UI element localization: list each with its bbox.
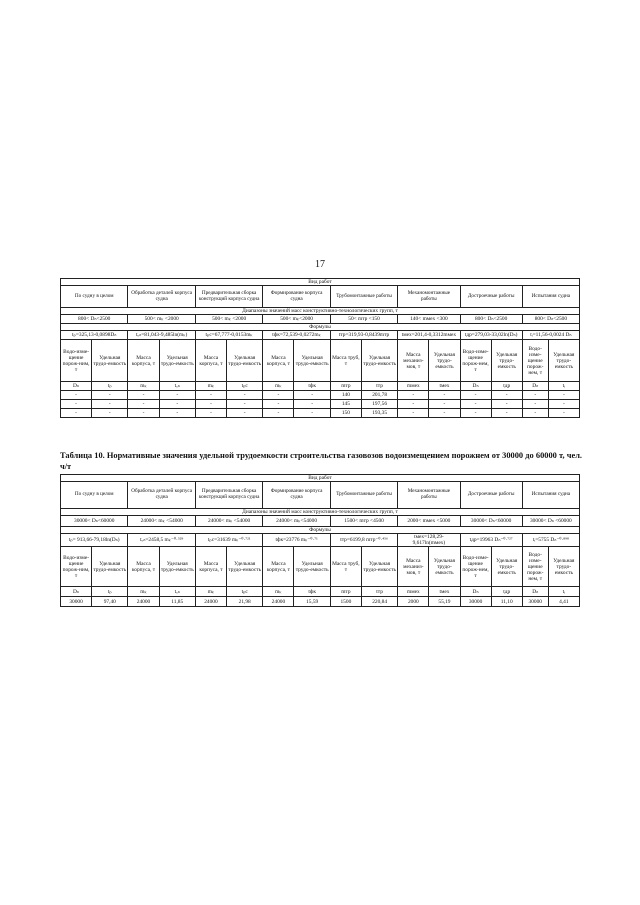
symbol-cell: mₖ (128, 587, 159, 597)
column-part-processing: Обработка деталей корпуса судна (128, 482, 195, 509)
symbol-cell: mₖ (263, 587, 294, 597)
subheader-specific-labor: Удельная трудо-емкость (227, 340, 263, 382)
subheader-specific-labor: Удельная трудо-емкость (227, 547, 263, 587)
range-cell: 2000< mмех <5000 (398, 516, 460, 527)
symbol-cell: Dₙ (61, 587, 92, 597)
table-cell: - (398, 400, 429, 409)
subheader-hull-mass: Масса корпуса, т (195, 547, 226, 587)
formula-cell: tфк=23776 mₖ⁻⁰·⁷¹ (263, 534, 330, 547)
symbol-cell: tₚс (227, 587, 263, 597)
subheader-hull-mass: Масса корпуса, т (128, 340, 159, 382)
table-cell: - (128, 391, 159, 400)
symbol-cell: mтр (330, 382, 361, 391)
table-cell: - (61, 400, 92, 409)
table-cell: 193,35 (361, 409, 397, 418)
table-cell: - (92, 400, 128, 409)
column-mechanical-work: Механомонтажные работы (398, 286, 460, 308)
subheader-displacement: Водо-изме-щение порож-нем, т (522, 340, 548, 382)
table-cell: - (294, 400, 330, 409)
range-cell: 800< Dₙ<2500 (522, 315, 579, 324)
table-cell: - (92, 409, 128, 418)
formula-cell: tтр=319,93-0,8439mтр (330, 331, 397, 340)
table-cell: - (522, 391, 548, 400)
table-cell: 30000 (460, 597, 491, 607)
table-cell: - (460, 409, 491, 418)
column-ship-trials: Испытания судна (522, 482, 579, 509)
table-cell: - (128, 400, 159, 409)
column-completion-work: Достроечные работы (460, 482, 522, 509)
range-cell: 1500< mтр <4500 (330, 516, 397, 527)
ranges-heading: Диапазоны значений масс конструктивно-технологических групп, т (61, 308, 580, 315)
range-cell: 24000< mₖ <54000 (128, 516, 195, 527)
table-body (61, 391, 580, 418)
table-cell: - (159, 400, 195, 409)
subheader-displacement: Водо-изме-щение порож-ним, т (61, 340, 92, 382)
subheader-specific-labor: Удельная трудо-емкость (159, 340, 195, 382)
subheader-specific-labor: Удельная трудо-емкость (361, 340, 397, 382)
column-whole-ship: По судну в целом (61, 482, 128, 509)
range-cell: 800< Dₙ<2500 (61, 315, 128, 324)
subheader-specific-labor: Удельная трудо-емкость (491, 340, 522, 382)
column-mechanical-work: Механомонтажные работы (398, 482, 460, 509)
table-cell: - (128, 409, 159, 418)
subheader-specific-labor: Удельная трудо-емкость (92, 547, 128, 587)
formula-cell: tдр=279,03-33,02ln(Dₙ) (460, 331, 522, 340)
table-cell: - (548, 400, 579, 409)
table-cell: 24000 (195, 597, 226, 607)
table-cell: - (195, 391, 226, 400)
table-row (61, 597, 580, 607)
symbol-cell: tₚ (92, 587, 128, 597)
formula-cell: tₒₙ=2458,5 mₖ⁻⁰·⁵²⁹ (128, 534, 195, 547)
subheader-pipe-mass: Масса труб, т (330, 340, 361, 382)
table-cell: 4,41 (548, 597, 579, 607)
table-cell: 15,59 (294, 597, 330, 607)
formula-cell: tфк=72,539-0,0272mₖ (263, 331, 330, 340)
range-cell: 140< mмех <300 (398, 315, 460, 324)
symbol-cell: mтр (330, 587, 361, 597)
range-cell: 30000< Dₙ <60000 (522, 516, 579, 527)
table-cell: - (263, 409, 294, 418)
table-cell: - (491, 409, 522, 418)
table-cell: - (159, 391, 195, 400)
table-cell: 1500 (330, 597, 361, 607)
subheader-displacement: Водо-изме-щение порож-ним, т (61, 547, 92, 587)
formula-cell: tтр=6199,8 mтр⁻⁰·⁴⁵⁶ (330, 534, 397, 547)
table-cell: - (195, 409, 226, 418)
table-cell: - (61, 409, 92, 418)
symbol-cell: tфк (294, 382, 330, 391)
table-row (61, 409, 580, 418)
table-row (61, 400, 580, 409)
symbol-cell: mₖ (128, 382, 159, 391)
subheader-hull-mass: Масса корпуса, т (263, 547, 294, 587)
symbol-cell: Dₙ (460, 382, 491, 391)
subheader-specific-labor: Удельная трудо-емкость (92, 340, 128, 382)
range-cell: 500< mₖ <2000 (128, 315, 195, 324)
symbol-cell: tₒₙ (159, 587, 195, 597)
range-cell: 30000< Dₙ<60000 (61, 516, 128, 527)
formula-cell: tмех=128,29-9,617ln(mмех) (398, 534, 460, 547)
symbol-cell: mₖ (195, 382, 226, 391)
table-cell: 30000 (522, 597, 548, 607)
symbol-cell: tдр (491, 382, 522, 391)
column-whole-ship: По судну в целом (61, 286, 128, 308)
symbol-cell: tтр (361, 587, 397, 597)
subheader-specific-labor: Удельная трудо-емкость (294, 340, 330, 382)
table-cell: 201,78 (361, 391, 397, 400)
symbol-cell: tᵢ (548, 382, 579, 391)
subheader-specific-labor: Удельная трудо-емкость (159, 547, 195, 587)
subheader-hull-mass: Масса корпуса, т (128, 547, 159, 587)
table-cell: - (460, 391, 491, 400)
page-number: 17 (315, 259, 325, 270)
formula-cell: tₚ= 913,66-79,18ln(Dₙ) (61, 534, 128, 547)
table-cell: 2000 (398, 597, 429, 607)
formula-cell: tₚс=67,777-0,0153mₖ (195, 331, 262, 340)
formula-cell: tᵢ=11,56-0,0024 Dₙ (522, 331, 579, 340)
table-cell: 140 (330, 391, 361, 400)
ranges-heading: Диапазоны значений масс конструктивно-технологических групп, т (61, 509, 580, 516)
range-cell: 500< mₖ<2000 (263, 315, 330, 324)
table-body (61, 597, 580, 607)
formulas-heading: Формулы (61, 527, 580, 534)
table-cell: 220,84 (361, 597, 397, 607)
subheader-hull-mass: Масса корпуса, т (195, 340, 226, 382)
table-cell: - (227, 391, 263, 400)
column-pipe-work: Трубомонтажные работы (330, 482, 397, 509)
subheader-mech-mass: Масса механиз-мов, т (398, 547, 429, 587)
table-cell: - (61, 391, 92, 400)
symbol-cell: Dₙ (460, 587, 491, 597)
table-cell: - (294, 391, 330, 400)
subheader-mech-mass: Масса механиз-мов, т (398, 340, 429, 382)
table-cell: 97,40 (92, 597, 128, 607)
symbol-cell: tₒₙ (159, 382, 195, 391)
symbol-row (61, 382, 580, 391)
subheader-specific-labor: Удельная трудо-емкость (429, 340, 460, 382)
symbol-cell: mₖ (263, 382, 294, 391)
table-cell: 55,19 (429, 597, 460, 607)
table-cell: 21,98 (227, 597, 263, 607)
table-cell: - (92, 391, 128, 400)
range-cell: 24000< mₖ<54000 (263, 516, 330, 527)
column-part-processing: Обработка деталей корпуса судна (128, 286, 195, 308)
subheader-specific-labor: Удельная трудо-емкость (361, 547, 397, 587)
symbol-cell: tᵢ (548, 587, 579, 597)
table-cell: 197,56 (361, 400, 397, 409)
formula-cell: tᵢ=5755 Dₙ⁻⁰·⁸⁹⁸ (522, 534, 579, 547)
work-types-heading: Вид работ (61, 279, 580, 286)
subheader-pipe-mass: Масса труб, т (330, 547, 361, 587)
symbol-cell: Dₙ (522, 587, 548, 597)
column-ship-trials: Испытания судна (522, 286, 579, 308)
subheader-displacement: Водо-изме-щение порож-нем, т (522, 547, 548, 587)
table-cell: 30000 (61, 597, 92, 607)
column-pipe-work: Трубомонтажные работы (330, 286, 397, 308)
subheader-displacement: Водо-изме-щение порож-нем, т (460, 340, 491, 382)
table-cell: - (263, 391, 294, 400)
symbol-cell: mмех (398, 587, 429, 597)
work-types-heading: Вид работ (61, 475, 580, 482)
column-completion-work: Достроечные работы (460, 286, 522, 308)
table-cell: - (491, 400, 522, 409)
column-hull-forming: Формирование корпуса судна (263, 482, 330, 509)
table-cell: - (548, 391, 579, 400)
formula-cell: tмех=201,4-0,3312mмех (398, 331, 460, 340)
table-cell: - (522, 400, 548, 409)
table-cell: - (294, 409, 330, 418)
table-cell: - (227, 409, 263, 418)
symbol-cell: Dₙ (61, 382, 92, 391)
column-pre-assembly: Предварительная сборка конструкций корпуса судна (195, 286, 262, 308)
symbol-cell: tₚс (227, 382, 263, 391)
range-cell: 800< Dₙ<2500 (460, 315, 522, 324)
symbol-cell: tмех (429, 587, 460, 597)
table-cell: - (398, 391, 429, 400)
table-cell: - (429, 391, 460, 400)
table-cell: - (263, 400, 294, 409)
table-cell: 24000 (263, 597, 294, 607)
table-cell: - (522, 409, 548, 418)
table-cell: - (429, 400, 460, 409)
table-cell: 145 (330, 400, 361, 409)
table-cell: - (227, 400, 263, 409)
column-pre-assembly: Предварительная сборка конструкций корпуса судна (195, 482, 262, 509)
range-cell: 30000< Dₙ<60000 (460, 516, 522, 527)
range-cell: 24000< mₖ <54000 (195, 516, 262, 527)
table-cell: - (491, 391, 522, 400)
table-cell: 24000 (128, 597, 159, 607)
subheader-specific-labor: Удельная трудо-емкость (548, 340, 579, 382)
subheader-specific-labor: Удельная трудо-емкость (429, 547, 460, 587)
formulas-heading: Формулы (61, 324, 580, 331)
formula-cell: tₚс=31639 mₖ⁻⁰·⁷²¹ (195, 534, 262, 547)
table-cell: 150 (330, 409, 361, 418)
symbol-cell: Dₙ (522, 382, 548, 391)
table-cell: - (159, 409, 195, 418)
subheader-hull-mass: Масса корпуса, т (263, 340, 294, 382)
table-gas-carrier-norms (60, 474, 580, 607)
symbol-cell: mмех (398, 382, 429, 391)
subheader-displacement: Водо-изме-щение порож-нем, т (460, 547, 491, 587)
subheader-specific-labor: Удельная трудо-емкость (294, 547, 330, 587)
subheader-specific-labor: Удельная трудо-емкость (491, 547, 522, 587)
range-cell: 500< mₖ <2000 (195, 315, 262, 324)
table-cell: - (460, 400, 491, 409)
table-cell: - (195, 400, 226, 409)
subheader-specific-labor: Удельная трудо-емкость (548, 547, 579, 587)
symbol-row (61, 587, 580, 597)
symbol-cell: tтр (361, 382, 397, 391)
range-cell: 50< mтр <150 (330, 315, 397, 324)
symbol-cell: tₚ (92, 382, 128, 391)
table-heavy-lift-norms (60, 278, 580, 418)
symbol-cell: tфк (294, 587, 330, 597)
formula-cell: tₒₙ=81,043-9,485ln(mₖ) (128, 331, 195, 340)
table-caption: Таблица 10. Нормативные значения удельной трудоемкости строительства газовозов водоизмещением порожнем от 30000 до 60000 т, чел. ч/т (60, 451, 582, 471)
table-row (61, 391, 580, 400)
table-cell: 11,10 (491, 597, 522, 607)
symbol-cell: mₖ (195, 587, 226, 597)
table-cell: - (429, 409, 460, 418)
table-cell: - (398, 409, 429, 418)
formula-cell: tₚ=325,13-0,0898Dₙ (61, 331, 128, 340)
column-hull-forming: Формирование корпуса судна (263, 286, 330, 308)
symbol-cell: tмех (429, 382, 460, 391)
table-cell: - (548, 409, 579, 418)
table-cell: 11,85 (159, 597, 195, 607)
symbol-cell: tдр (491, 587, 522, 597)
formula-cell: tдр=19963 Dₙ⁻⁰·⁷²⁷ (460, 534, 522, 547)
